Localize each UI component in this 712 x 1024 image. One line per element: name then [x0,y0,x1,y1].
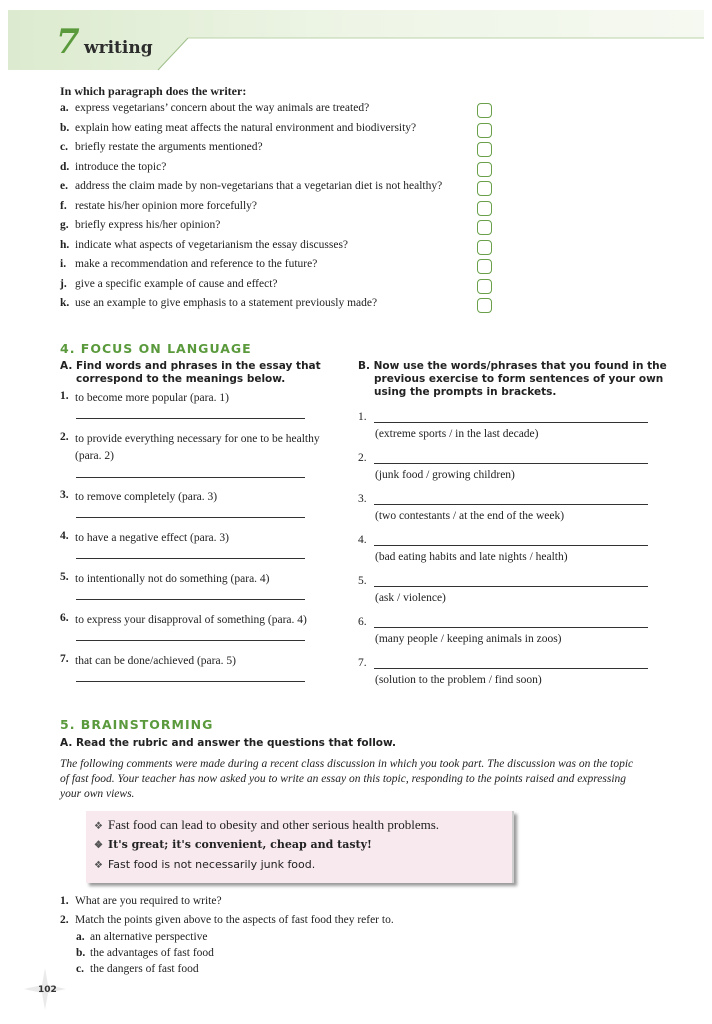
answer-line[interactable] [374,627,648,628]
section-title-brainstorming: 5. BRAINSTORMING [60,717,214,732]
list-item: c. briefly restate the arguments mentioned? [60,141,263,153]
answer-box[interactable] [477,142,492,157]
comment: ❖ Fast food is not necessarily junk food. [94,858,316,871]
list-item: h. indicate what aspects of vegetarianism the essay discusses? [60,238,349,251]
answer-box[interactable] [477,103,492,118]
rubric-text: The following comments were made during a recent class discussion in which you took part. The discussion was on the topic of fast food. Your teacher has now asked you to write an essay on this topic, responding to the points raised and expressing your own views. [60,758,634,800]
list-item: b. explain how eating meat affects the natural environment and biodiversity? [60,121,417,134]
diamond-bullet-icon: ❖ [94,821,103,832]
brainstorm-question: 2. Match the points given above to the aspects of fast food they refer to. [60,914,394,926]
answer-box[interactable] [477,201,492,216]
answer-line[interactable] [76,418,305,419]
answer-line[interactable] [76,517,305,518]
answer-line[interactable] [76,681,305,682]
list-item: f. restate his/her opinion more forcefully? [60,199,258,212]
answer-line[interactable] [374,668,648,669]
answer-line[interactable] [374,586,648,587]
comment: ❖ It's great; it's convenient, cheap and tasty! [94,838,372,851]
answer-line[interactable] [374,504,648,505]
section-title-focus: 4. FOCUS ON LANGUAGE [60,341,252,356]
answer-line[interactable] [76,558,305,559]
list-item: i. make a recommendation and reference to the future? [60,258,318,270]
list-item: a. express vegetarians’ concern about the way animals are treated? [60,102,370,114]
answer-line[interactable] [374,463,648,464]
option-item: a. an alternative perspective [76,931,208,943]
answer-box[interactable] [477,162,492,177]
diamond-bullet-icon: ❖ [94,860,103,871]
chapter-number: 7 [56,22,80,62]
list-item: d. introduce the topic? [60,160,167,173]
answer-box[interactable] [477,279,492,294]
answer-box[interactable] [477,123,492,138]
brainstorm-a-heading: A. Read the rubric and answer the questions that follow. [60,737,397,749]
answer-line[interactable] [374,422,648,423]
focus-b-heading: B. Now use the words/phrases that you found in the previous exercise to form sentences of your own using the prompts in brackets. [358,360,667,398]
answer-box[interactable] [477,298,492,313]
option-item: b. the advantages of fast food [76,947,214,959]
answer-boxes [477,103,492,318]
comments-box [86,811,514,883]
answer-box[interactable] [477,259,492,274]
chapter-title: writing [84,38,153,58]
diamond-bullet-icon: ❖ [94,840,103,851]
comment: ❖ Fast food can lead to obesity and other serious health problems. [94,817,440,832]
list-item: j. give a specific example of cause and effect? [60,277,278,290]
answer-box[interactable] [477,220,492,235]
questions-list [60,102,500,317]
list-item: e. address the claim made by non-vegetarians that a vegetarian diet is not healthy? [60,180,443,192]
answer-box[interactable] [477,240,492,255]
list-item: k. use an example to give emphasis to a statement previously made? [60,297,378,309]
page-number: 102 [38,985,57,995]
answer-line[interactable] [76,640,305,641]
answer-line[interactable] [76,599,305,600]
brainstorm-question: 1. What are you required to write? [60,895,222,907]
option-item: c. the dangers of fast food [76,963,199,975]
answer-line[interactable] [374,545,648,546]
questions-intro: In which paragraph does the writer: [60,84,247,98]
answer-line[interactable] [76,477,305,478]
list-item: g. briefly express his/her opinion? [60,219,221,231]
focus-a-heading: A. Find words and phrases in the essay that correspond to the meanings below. [60,360,321,385]
answer-box[interactable] [477,181,492,196]
